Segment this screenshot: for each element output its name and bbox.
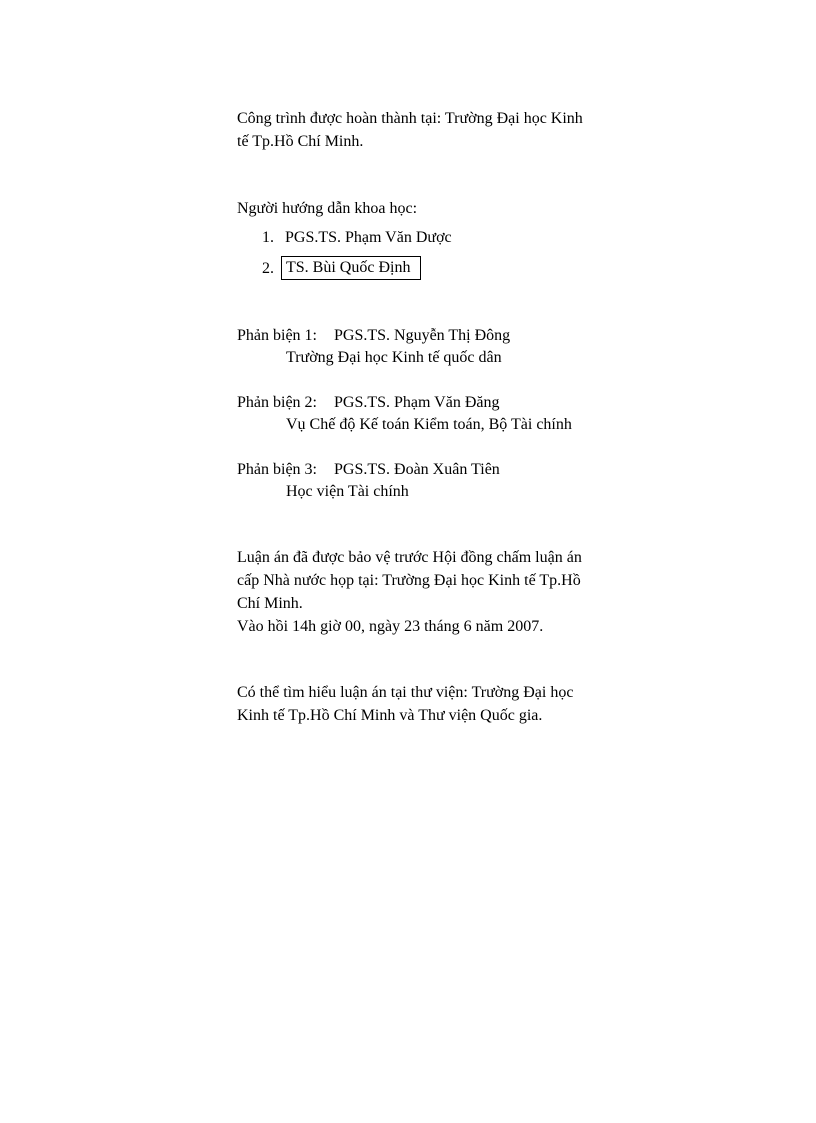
reviewer-2-affiliation: Vụ Chế độ Kế toán Kiểm toán, Bộ Tài chính	[286, 416, 572, 433]
supervisor-2-name-box: TS. Bùi Quốc Định	[281, 256, 421, 280]
defense-line-1: Luận án đã được bảo vệ trước Hội đồng chấm luận án	[237, 549, 582, 566]
supervisor-1-number: 1.	[262, 229, 274, 246]
completion-line-1: Công trình được hoàn thành tại: Trường Đại học Kinh	[237, 110, 583, 127]
reviewer-3-affiliation: Học viện Tài chính	[286, 483, 409, 500]
reviewer-3-name: PGS.TS. Đoàn Xuân Tiên	[334, 461, 500, 478]
reviewer-2-label: Phản biện 2:	[237, 394, 317, 411]
reviewer-1-name: PGS.TS. Nguyễn Thị Đông	[334, 327, 511, 344]
reviewer-1-affiliation: Trường Đại học Kinh tế quốc dân	[286, 349, 502, 366]
completion-line-2: tế Tp.Hồ Chí Minh.	[237, 133, 364, 150]
reviewer-1-label: Phản biện 1:	[237, 327, 317, 344]
defense-line-3: Chí Minh.	[237, 595, 303, 612]
library-line-1: Có thể tìm hiểu luận án tại thư viện: Trường Đại học	[237, 684, 574, 701]
defense-date-line: Vào hồi 14h giờ 00, ngày 23 tháng 6 năm 2007.	[237, 618, 544, 635]
supervisor-2-number: 2.	[262, 260, 274, 277]
supervisors-heading: Người hướng dẫn khoa học:	[237, 200, 418, 217]
library-line-2: Kinh tế Tp.Hồ Chí Minh và Thư viện Quốc gia.	[237, 707, 543, 724]
defense-line-2: cấp Nhà nước họp tại: Trường Đại học Kinh tế Tp.Hồ	[237, 572, 581, 589]
reviewer-2-name: PGS.TS. Phạm Văn Đăng	[334, 394, 500, 411]
supervisor-1-name: PGS.TS. Phạm Văn Dược	[285, 229, 452, 246]
reviewer-3-label: Phản biện 3:	[237, 461, 317, 478]
